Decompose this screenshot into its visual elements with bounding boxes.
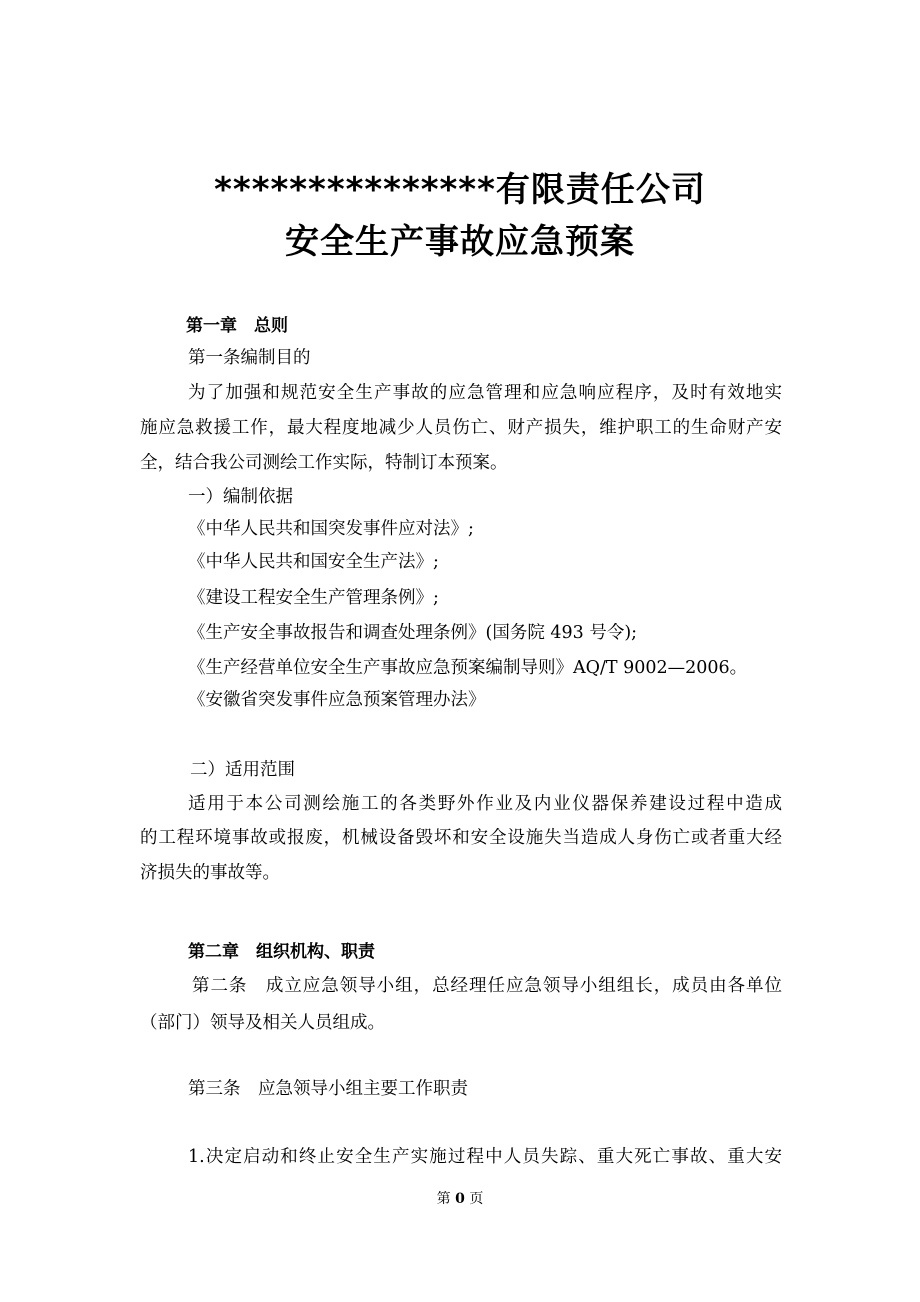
page-label-suffix: 页 <box>469 1191 484 1207</box>
article2-line-2: （部门）领导及相关人员组成。 <box>140 1013 385 1033</box>
purpose-line-2: 施应急救援工作，最大程度地减少人员伤亡、财产损失，维护职工的生命财产安 <box>140 418 782 438</box>
scope-line-3: 济损失的事故等。 <box>140 863 280 883</box>
article1-title: 第一条编制目的 <box>188 348 311 368</box>
scope-line-1: 适用于本公司测绘施工的各类野外作业及内业仪器保养建设过程中造成 <box>188 794 782 814</box>
purpose-line-3: 全，结合我公司测绘工作实际，特制订本预案。 <box>140 453 508 473</box>
basis-item-4: 《生产安全事故报告和调查处理条例》(国务院 493 号令); <box>188 623 638 643</box>
article2-line-1: 第二条 成立应急领导小组，总经理任应急领导小组组长，成员由各单位 <box>192 976 782 996</box>
doc-title-company: ***************有限责任公司 <box>214 170 706 210</box>
basis-heading: 一）编制依据 <box>188 487 293 507</box>
page-footer <box>0 1188 920 1208</box>
purpose-line-1: 为了加强和规范安全生产事故的应急管理和应急响应程序，及时有效地实 <box>188 383 782 403</box>
article3-item-1: 1.决定启动和终止安全生产实施过程中人员失踪、重大死亡事故、重大安 <box>188 1147 782 1167</box>
basis-item-1: 《中华人民共和国突发事件应对法》; <box>188 519 474 539</box>
basis-item-3: 《建设工程安全生产管理条例》; <box>188 588 439 608</box>
page-label-prefix: 第 <box>436 1191 451 1207</box>
doc-title-plan: 安全生产事故应急预案 <box>285 222 635 262</box>
chapter1-heading: 第一章 总则 <box>186 316 288 336</box>
article3-title: 第三条 应急领导小组主要工作职责 <box>188 1079 468 1099</box>
chapter2-heading: 第二章 组织机构、职责 <box>188 942 375 962</box>
basis-item-5: 《生产经营单位安全生产事故应急预案编制导则》AQ/T 9002—2006。 <box>188 658 748 678</box>
basis-item-6: 《安徽省突发事件应急预案管理办法》 <box>188 690 486 710</box>
basis-item-2: 《中华人民共和国安全生产法》; <box>188 552 439 572</box>
page-number: 0 <box>455 1191 465 1207</box>
scope-line-2: 的工程环境事故或报废，机械设备毁坏和安全设施失当造成人身伤亡或者重大经 <box>140 828 782 848</box>
scope-heading: 二）适用范围 <box>190 760 295 780</box>
